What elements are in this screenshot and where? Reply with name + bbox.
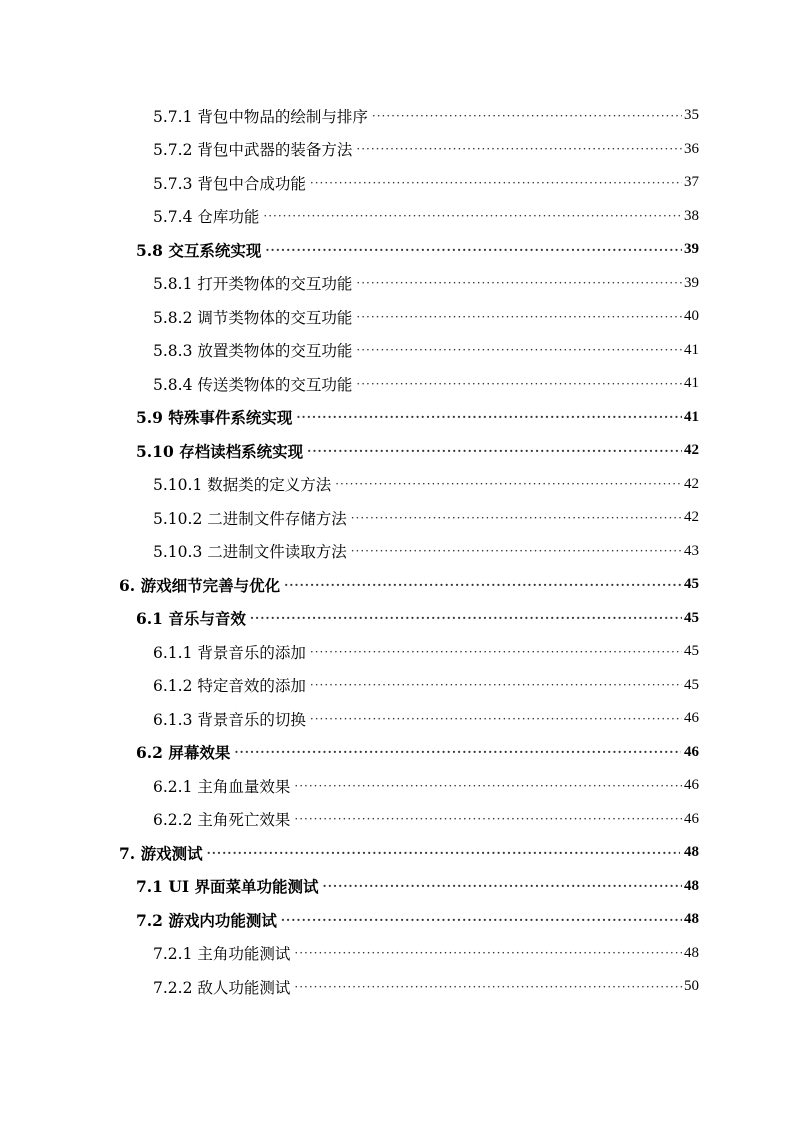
dot-leader xyxy=(296,410,682,424)
toc-entry-page-number: 36 xyxy=(684,140,699,157)
dot-leader xyxy=(281,913,682,927)
toc-entry-label: 6.2 屏幕效果 xyxy=(136,743,231,763)
toc-entry-page-number: 38 xyxy=(684,207,699,224)
toc-entry-page-number: 45 xyxy=(684,576,699,593)
toc-entry[interactable] xyxy=(0,300,793,334)
toc-entry-page-number: 45 xyxy=(684,676,699,693)
toc-entry-page-number: 48 xyxy=(684,911,699,928)
dot-leader xyxy=(351,544,682,558)
toc-entry[interactable] xyxy=(0,434,793,468)
toc-entry-label: 5.9 特殊事件系统实现 xyxy=(136,408,293,428)
toc-entry-page-number: 45 xyxy=(684,609,699,626)
toc-entry-page-number: 45 xyxy=(684,643,699,660)
toc-entry-label: 5.7.2 背包中武器的装备方法 xyxy=(153,141,353,160)
dot-leader xyxy=(356,142,682,156)
toc-entry[interactable] xyxy=(0,200,793,234)
toc-entry-page-number: 41 xyxy=(684,375,699,392)
toc-entry-label: 5.7.1 背包中物品的绘制与排序 xyxy=(153,107,368,126)
dot-leader xyxy=(310,712,682,726)
toc-entry-page-number: 37 xyxy=(684,174,699,191)
dot-leader xyxy=(294,812,682,826)
dot-leader xyxy=(323,879,682,893)
toc-entry[interactable] xyxy=(0,635,793,669)
toc-entry-label: 5.10.1 数据类的定义方法 xyxy=(153,476,332,495)
dot-leader xyxy=(335,477,682,491)
toc-entry[interactable] xyxy=(0,334,793,368)
toc-entry-page-number: 42 xyxy=(684,509,699,526)
toc-entry-label: 5.8.4 传送类物体的交互功能 xyxy=(153,375,353,394)
dot-leader xyxy=(356,343,682,357)
toc-entry-page-number: 50 xyxy=(684,978,699,995)
toc-entry[interactable] xyxy=(0,803,793,837)
toc-entry-page-number: 46 xyxy=(684,777,699,794)
toc-entry-page-number: 48 xyxy=(684,844,699,861)
toc-entry[interactable] xyxy=(0,367,793,401)
toc-entry[interactable] xyxy=(0,267,793,301)
toc-entry-label: 7.2.1 主角功能测试 xyxy=(153,945,291,964)
toc-entry-label: 6.1 音乐与音效 xyxy=(136,609,246,629)
toc-entry-page-number: 46 xyxy=(684,743,699,760)
dot-leader xyxy=(310,645,682,659)
dot-leader xyxy=(356,310,682,324)
dot-leader xyxy=(356,276,682,290)
toc-entry-label: 7.1 UI 界面菜单功能测试 xyxy=(136,877,319,897)
toc-entry[interactable] xyxy=(0,468,793,502)
dot-leader xyxy=(265,243,682,257)
toc-entry-page-number: 41 xyxy=(684,408,699,425)
dot-leader xyxy=(284,578,682,592)
toc-entry[interactable] xyxy=(0,501,793,535)
toc-entry[interactable] xyxy=(0,568,793,602)
toc-entry-page-number: 42 xyxy=(684,442,699,459)
toc-entry[interactable] xyxy=(0,535,793,569)
dot-leader xyxy=(294,980,682,994)
toc-entry-label: 5.8 交互系统实现 xyxy=(136,240,262,260)
toc-entry[interactable] xyxy=(0,401,793,435)
toc-entry[interactable] xyxy=(0,602,793,636)
toc-entry-page-number: 40 xyxy=(684,308,699,325)
toc-entry-label: 5.7.3 背包中合成功能 xyxy=(153,174,306,193)
dot-leader xyxy=(351,511,682,525)
toc-entry[interactable] xyxy=(0,166,793,200)
toc-entry-page-number: 43 xyxy=(684,542,699,559)
toc-entry-label: 7.2 游戏内功能测试 xyxy=(136,910,277,930)
toc-entry-page-number: 46 xyxy=(684,810,699,827)
dot-leader xyxy=(356,377,682,391)
dot-leader xyxy=(207,846,681,860)
toc-entry[interactable] xyxy=(0,970,793,1004)
dot-leader xyxy=(234,745,681,759)
toc-entry-page-number: 46 xyxy=(684,710,699,727)
toc-entry-label: 6.2.1 主角血量效果 xyxy=(153,777,291,796)
toc-entry-label: 5.10.3 二进制文件读取方法 xyxy=(153,543,347,562)
toc-entry-page-number: 48 xyxy=(684,877,699,894)
toc-entry-label: 5.8.2 调节类物体的交互功能 xyxy=(153,308,353,327)
toc-entry-label: 7.2.2 敌人功能测试 xyxy=(153,978,291,997)
toc-entry-label: 6.1.1 背景音乐的添加 xyxy=(153,643,306,662)
table-of-contents xyxy=(0,99,793,1004)
toc-entry-page-number: 39 xyxy=(684,241,699,258)
dot-leader xyxy=(372,109,682,123)
toc-entry[interactable] xyxy=(0,233,793,267)
toc-entry-label: 5.7.4 仓库功能 xyxy=(153,208,260,227)
dot-leader xyxy=(310,176,682,190)
toc-entry[interactable] xyxy=(0,702,793,736)
toc-entry-page-number: 39 xyxy=(684,274,699,291)
toc-entry[interactable] xyxy=(0,903,793,937)
toc-entry-label: 7. 游戏测试 xyxy=(119,843,203,863)
toc-entry-label: 6.2.2 主角死亡效果 xyxy=(153,811,291,830)
toc-entry-page-number: 42 xyxy=(684,475,699,492)
toc-entry[interactable] xyxy=(0,736,793,770)
toc-entry[interactable] xyxy=(0,99,793,133)
toc-entry-label: 5.10 存档读档系统实现 xyxy=(136,441,304,461)
toc-entry[interactable] xyxy=(0,836,793,870)
toc-entry-label: 5.8.1 打开类物体的交互功能 xyxy=(153,275,353,294)
toc-entry-page-number: 48 xyxy=(684,944,699,961)
toc-entry-label: 5.10.2 二进制文件存储方法 xyxy=(153,509,347,528)
toc-entry[interactable] xyxy=(0,669,793,703)
toc-entry[interactable] xyxy=(0,769,793,803)
dot-leader xyxy=(294,946,682,960)
toc-entry[interactable] xyxy=(0,937,793,971)
toc-entry-page-number: 41 xyxy=(684,341,699,358)
toc-entry-label: 6.1.3 背景音乐的切换 xyxy=(153,710,306,729)
toc-entry-label: 6.1.2 特定音效的添加 xyxy=(153,677,306,696)
toc-entry[interactable] xyxy=(0,133,793,167)
toc-entry-label: 5.8.3 放置类物体的交互功能 xyxy=(153,342,353,361)
dot-leader xyxy=(294,779,682,793)
dot-leader xyxy=(310,678,682,692)
toc-entry-page-number: 35 xyxy=(684,107,699,124)
dot-leader xyxy=(307,444,682,458)
toc-entry[interactable] xyxy=(0,870,793,904)
toc-entry-label: 6. 游戏细节完善与优化 xyxy=(119,575,281,595)
dot-leader xyxy=(263,209,681,223)
dot-leader xyxy=(250,611,682,625)
